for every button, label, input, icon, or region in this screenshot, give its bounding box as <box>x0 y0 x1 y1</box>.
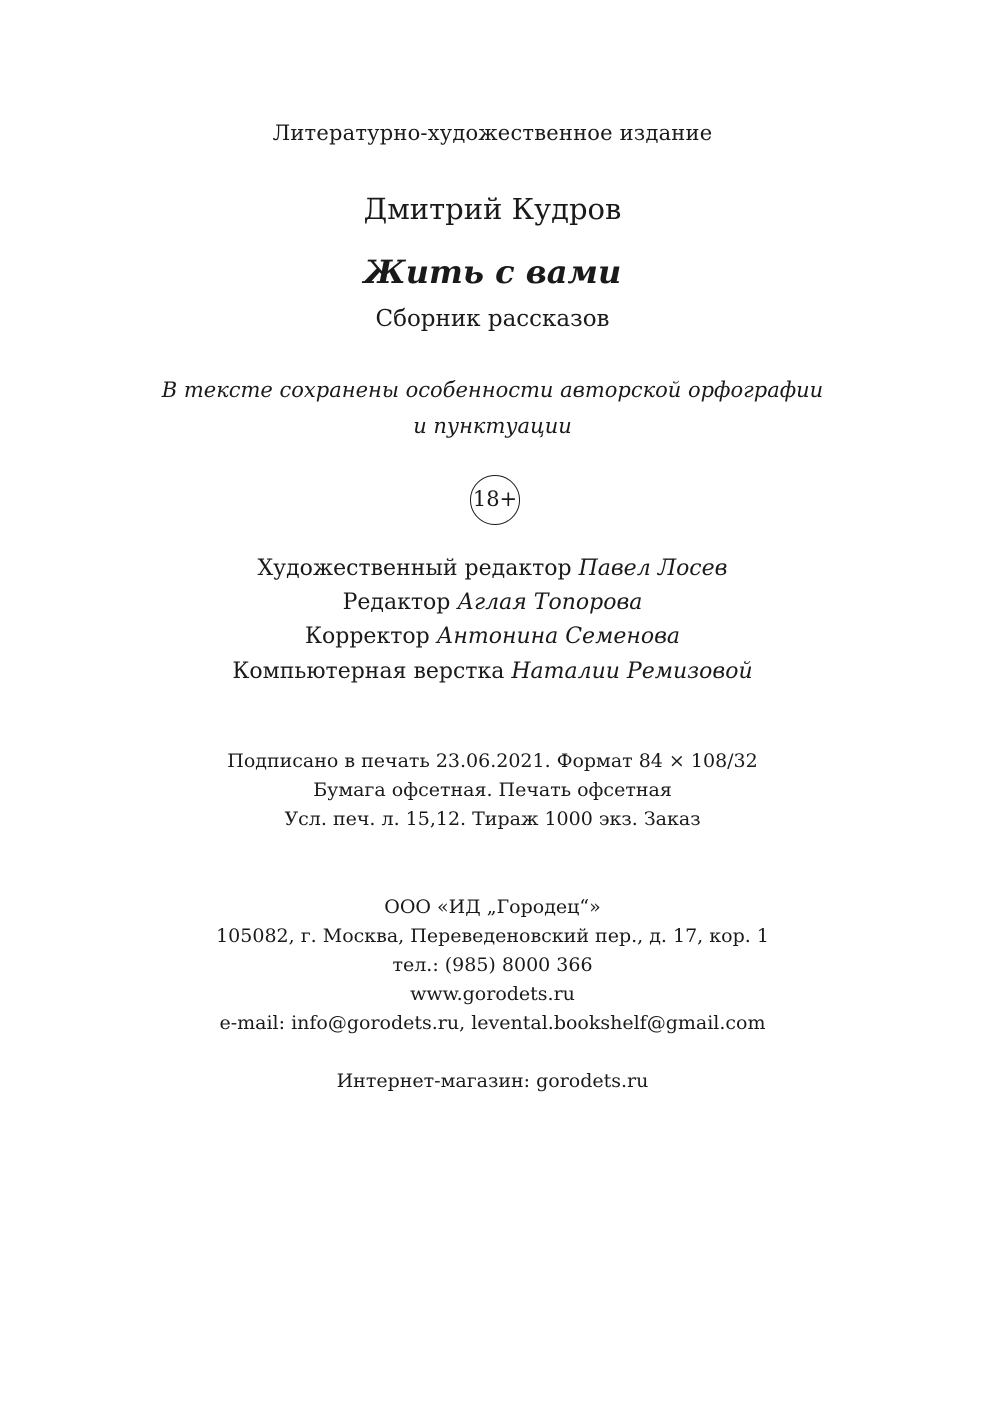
book-title: Жить с вами <box>363 253 622 291</box>
publisher-email: e-mail: info@gorodets.ru, levental.bookshelf@gmail.com <box>219 1012 766 1034</box>
book-subtitle: Сборник рассказов <box>375 306 610 332</box>
orthography-note-line-1: В тексте сохранены особенности авторской орфографии <box>161 378 824 402</box>
credit-name: Наталии Ремизовой <box>511 659 753 684</box>
publisher-website: www.gorodets.ru <box>410 983 575 1005</box>
credit-editor <box>0 590 985 615</box>
publisher-phone: тел.: (985) 8000 366 <box>392 954 593 976</box>
age-rating-badge: 18+ <box>470 475 520 525</box>
credit-role: Компьютерная верстка <box>232 659 505 684</box>
credit-name: Антонина Семенова <box>436 624 680 649</box>
online-shop: Интернет-магазин: gorodets.ru <box>336 1070 649 1092</box>
publisher-address: 105082, г. Москва, Переведеновский пер., д. 17, кор. 1 <box>216 925 769 947</box>
credit-role: Редактор <box>342 590 451 615</box>
edition-genre: Литературно-художественное издание <box>272 121 713 145</box>
publisher-name: ООО «ИД „Городец“» <box>384 896 601 918</box>
author-name: Дмитрий Кудров <box>363 192 622 226</box>
credit-role: Художественный редактор <box>257 556 572 581</box>
print-info-line-1: Подписано в печать 23.06.2021. Формат 84 × 108/32 <box>227 750 758 772</box>
credit-art-editor <box>0 556 985 581</box>
credit-name: Павел Лосев <box>578 556 728 581</box>
credit-name: Аглая Топорова <box>457 590 643 615</box>
orthography-note-line-2: и пунктуации <box>413 414 572 438</box>
credit-proofreader <box>0 624 985 649</box>
credit-role: Корректор <box>304 624 430 649</box>
print-info-line-3: Усл. печ. л. 15,12. Тираж 1000 экз. Заказ <box>284 808 701 830</box>
credit-layout <box>0 659 985 684</box>
print-info-line-2: Бумага офсетная. Печать офсетная <box>313 779 672 801</box>
